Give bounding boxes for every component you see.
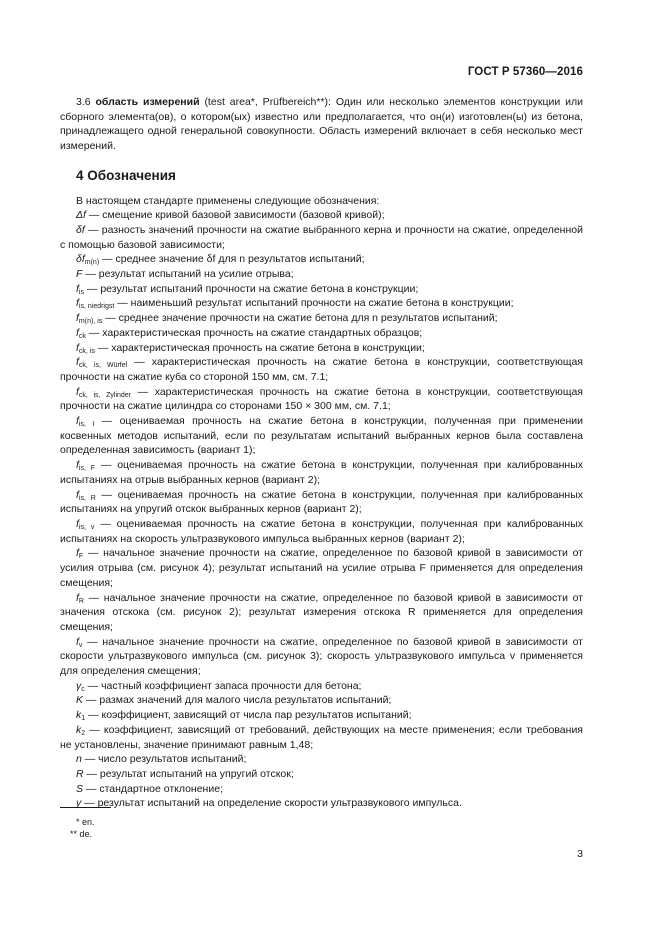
- symbol: k: [76, 709, 82, 722]
- symbol-subscript: is, F: [78, 465, 96, 473]
- symbol-description: — разность значений прочности на сжатие выбранного керна и прочности на сжатие, определенной с помощью базовой зависимости;: [60, 223, 583, 251]
- footnote-divider: [60, 807, 111, 808]
- symbol: f: [76, 341, 79, 354]
- symbol-item: [60, 282, 583, 297]
- symbol-description: — среднее значение прочности на сжатие бетона для n результатов испытаний;: [102, 312, 498, 325]
- symbol-item: [60, 385, 583, 414]
- symbol-subscript: F: [78, 553, 84, 561]
- clause-origin: (test area*, Prüfbereich**):: [204, 96, 331, 108]
- symbol-item: [60, 767, 583, 782]
- symbol-subscript: is: [78, 288, 84, 296]
- symbol-description: — коэффициент, зависящий от требований, действующих на месте применения; если требования не установлены, значение принимают равным 1,48;: [60, 723, 583, 751]
- symbol: f: [76, 591, 79, 604]
- symbol: K: [76, 694, 84, 707]
- symbol-subscript: is, I: [78, 421, 95, 429]
- symbol-item: [60, 208, 583, 223]
- symbol: f: [76, 312, 79, 325]
- symbol-description: — начальное значение прочности на сжатие, определенное по базовой кривой в зависимости от усилия отрыва (см. рисунок 4); результат испытаний на усилие отрыва F применяется для определения смещения;: [60, 547, 583, 589]
- symbol: γ: [76, 679, 82, 692]
- symbol: f: [76, 517, 79, 530]
- symbol-description: — начальное значение прочности на сжатие, определенное по базовой кривой в зависимости от скорости ультразвукового импульса (см. рисунок 3); скорость ультразвукового импульса v применяется для определения смещения;: [60, 635, 583, 678]
- symbol-subscript: ck: [78, 332, 86, 340]
- symbol-item: [60, 635, 583, 679]
- footnote-en: * en.: [76, 817, 95, 827]
- symbol-description: — оцениваемая прочность на сжатие бетона в конструкции, полученная при применении косвенных методов испытаний, если по результатам испытаний выбранных кернов была составлена определенная зависимость (вариант 1);: [60, 415, 584, 457]
- symbol-subscript: m(n), is: [78, 318, 103, 326]
- symbol-description: — оцениваемая прочность на сжатие бетона в конструкции, полученная при калиброванных испытаниях на отрыв выбранных кернов (вариант 2);: [60, 459, 583, 486]
- symbol-item: [60, 723, 583, 752]
- symbol-description: — размах значений для малого числа результатов испытаний;: [83, 694, 392, 707]
- symbol: f: [76, 326, 79, 339]
- symbol-description: — результат испытаний на упругий отскок;: [83, 767, 294, 780]
- symbol-description: — начальное значение прочности на сжатие, определенное по базовой кривой в зависимости от значения отскока (см. рисунок 2); результат измерения отскока R применяется для определения смещения;: [60, 591, 583, 633]
- symbol-item: [60, 311, 583, 326]
- symbol-item: [60, 693, 583, 708]
- symbol-description: — характеристическая прочность на сжатие стандартных образцов;: [85, 326, 423, 339]
- symbol: f: [76, 282, 79, 295]
- symbol-item: [60, 708, 583, 723]
- symbol-subscript: is, R: [78, 494, 96, 502]
- symbol: f: [76, 547, 79, 560]
- symbol: f: [76, 635, 79, 648]
- symbol-item: [60, 488, 583, 517]
- symbol-description: — среднее значение δf для n результатов испытаний;: [99, 253, 365, 266]
- symbol-item: [60, 458, 583, 487]
- symbol-item: [60, 414, 583, 458]
- symbols-list: [60, 208, 583, 811]
- symbol-description: — характеристическая прочность на сжатие бетона в конструкции;: [94, 341, 425, 354]
- symbol-subscript: ck, is, Würfel: [78, 362, 128, 370]
- symbol: f: [76, 356, 79, 369]
- symbol-item: [60, 591, 583, 635]
- symbol: f: [76, 459, 79, 472]
- section-heading: 4 Обозначения: [76, 167, 176, 183]
- clause-definition: Один или несколько элементов конструкции или сборного элемента(ов), о котором(ых) известно или предполагается, что он(и) изготовлен(ы) из бетона, принадлежащего одной генеральной совокупности. Область измерений включает в себя несколько мест измерений.: [60, 96, 583, 153]
- symbol-item: [60, 752, 583, 767]
- symbol-item: [60, 341, 583, 356]
- symbol: y: [76, 797, 82, 810]
- symbol-subscript: 2: [81, 729, 86, 737]
- symbol-item: [60, 296, 583, 311]
- symbol-description: — результат испытаний на определение скорости ультразвукового импульса.: [81, 797, 462, 810]
- symbol-subscript: ck, is, Zylinder: [78, 391, 132, 399]
- symbol-item: [60, 252, 583, 267]
- symbol: n: [76, 753, 82, 766]
- symbol-item: [60, 796, 583, 811]
- clause-term: область измерений: [95, 96, 200, 108]
- symbol: Δf: [76, 209, 86, 222]
- symbol: f: [76, 415, 79, 428]
- symbol-description: — смещение кривой базовой зависимости (базовой кривой);: [85, 209, 385, 222]
- symbol: δf: [76, 223, 85, 236]
- symbol-item: [60, 326, 583, 341]
- symbol-item: [60, 517, 583, 546]
- symbol-subscript: 1: [81, 715, 86, 723]
- symbol-item: [60, 223, 583, 252]
- clause-number: 3.6: [76, 96, 91, 108]
- symbol-subscript: R: [78, 597, 84, 605]
- symbol-description: — характеристическая прочность на сжатие бетона в конструкции, соответствующая прочности на сжатие цилиндра со сторонами 150 × 300 мм, см. 7.1;: [60, 385, 583, 413]
- symbol: R: [76, 767, 84, 780]
- symbol: δf: [76, 253, 85, 266]
- symbol-description: — оцениваемая прочность на сжатие бетона в конструкции, полученная при калиброванных испытаниях на скорость ультразвукового импульса выбранных кернов (вариант 2);: [60, 517, 583, 545]
- symbol-description: — стандартное отклонение;: [83, 782, 223, 795]
- symbol-item: [60, 267, 583, 282]
- symbol: F: [76, 268, 83, 281]
- page-body: [60, 95, 583, 811]
- symbol-description: — коэффициент, зависящий от числа пар результатов испытаний;: [85, 709, 412, 722]
- symbol-subscript: v: [78, 641, 83, 649]
- symbol-item: [60, 355, 583, 384]
- symbol: f: [76, 488, 79, 501]
- symbol-description: — результат испытаний на усилие отрыва;: [82, 268, 294, 281]
- symbol: f: [76, 385, 79, 398]
- symbol-subscript: c: [81, 685, 85, 693]
- symbol-subscript: m(n): [84, 259, 100, 267]
- symbol-description: — частный коэффициент запаса прочности для бетона;: [84, 679, 362, 692]
- symbol: f: [76, 297, 79, 310]
- symbol-description: — характеристическая прочность на сжатие бетона в конструкции, соответствующая прочности на сжатие куба со стороной 150 мм, см. 7.1;: [60, 356, 583, 383]
- symbol-item: [60, 679, 583, 694]
- symbol-description: — наименьший результат испытаний прочности на сжатие бетона в конструкции;: [114, 297, 514, 310]
- symbol: S: [76, 782, 84, 795]
- page-number: 3: [577, 848, 583, 860]
- footnote-de: ** de.: [70, 829, 93, 839]
- section-intro: В настоящем стандарте применены следующие обозначения:: [76, 194, 380, 207]
- symbol: k: [76, 723, 82, 736]
- symbol-description: — оцениваемая прочность на сжатие бетона в конструкции, полученная при калиброванных испытаниях на упругий отскок выбранных кернов (вариант 2);: [60, 488, 583, 516]
- document-code: ГОСТ Р 57360—2016: [467, 66, 583, 78]
- symbol-item: [60, 782, 583, 797]
- symbol-subscript: ck, is: [78, 347, 95, 355]
- symbol-subscript: is, v: [78, 523, 95, 531]
- symbol-description: — число результатов испытаний;: [81, 753, 247, 766]
- symbol-description: — результат испытаний прочности на сжатие бетона в конструкции;: [83, 282, 419, 295]
- symbol-subscript: is, niedrigst: [78, 303, 115, 311]
- symbol-item: [60, 546, 583, 590]
- clause-3-6: [60, 95, 583, 154]
